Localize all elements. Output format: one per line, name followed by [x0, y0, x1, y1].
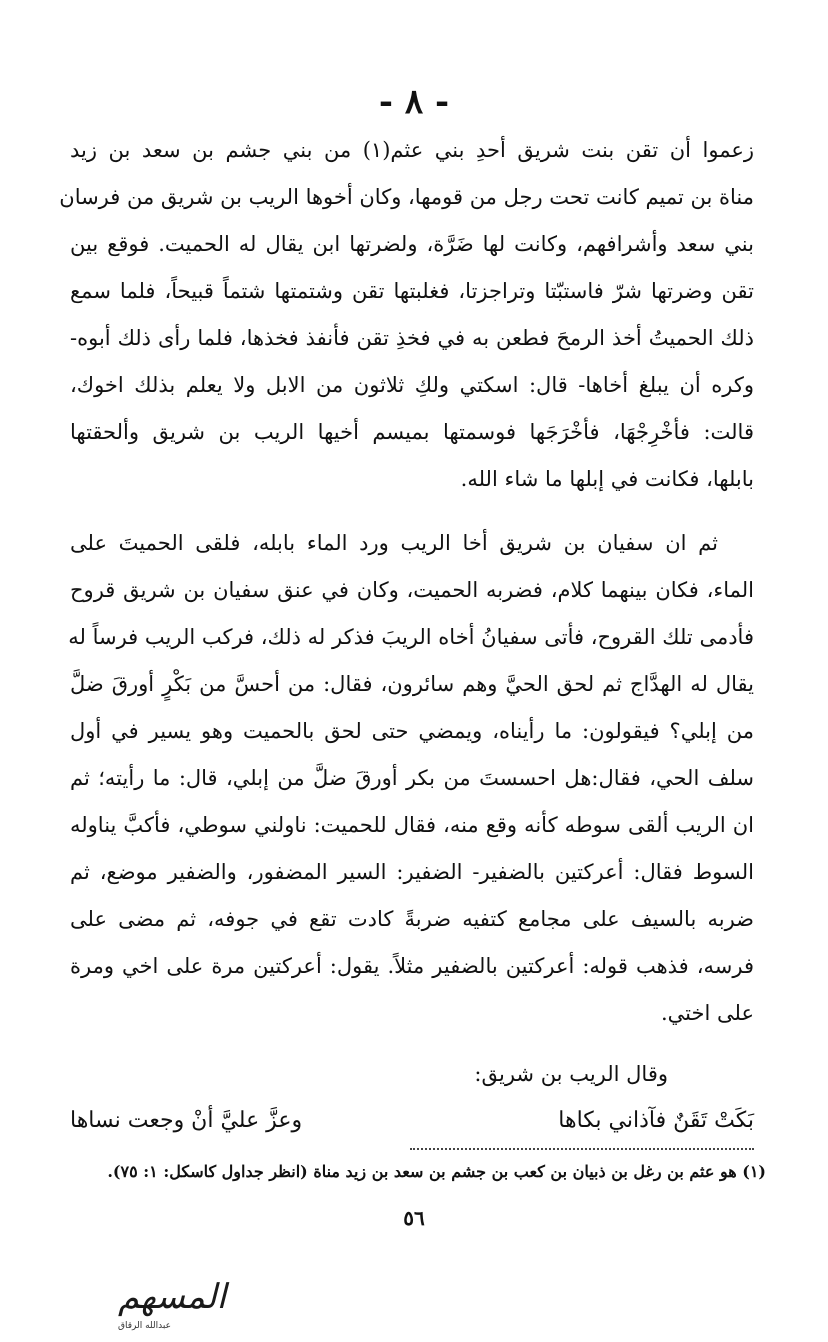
watermark-logo-text: المسهم	[118, 1277, 227, 1317]
verse-second-hemistich: وعزَّ عليَّ أنْ وجعت نساها	[70, 1108, 303, 1133]
verse-intro: وقال الريب بن شريق:	[474, 1062, 668, 1086]
text-line: على اختي.	[661, 1001, 754, 1025]
text-line: زعموا أن تقن بنت شريق أحدِ بني عثم(١) من بني جشم بن سعد بن زيد	[70, 138, 754, 162]
text-line: وكره أن يبلغ أخاها- قال: اسكتي ولكِ ثلاثون من الابل ولا يعلم بذلك اخوك،	[70, 373, 754, 397]
text-line: قالت: فأخْرِجْهَا، فأخْرَجَها فوسمتها بميسم أخيها الريب بن شريق وألحقتها	[70, 420, 754, 444]
watermark-sub-text: عبدالله الرقاق	[118, 1321, 171, 1331]
text-line: يقال له الهدَّاج ثم لحق الحيَّ وهم سائرون، فقال: من أحسَّ من بَكْرٍ أورقَ ضلَّ	[70, 672, 754, 696]
text-line: فأدمى تلك القروح، فأتى سفيانُ أخاه الريبَ فذكر له ذلك، فركب الريب فرساً له	[68, 625, 754, 649]
page-number: ٥٦	[403, 1206, 425, 1230]
verse-first-hemistich: بَكَتْ تَقَنٌ فآذاني بكاها	[558, 1108, 754, 1133]
text-line: سلف الحي، فقال:هل احسستَ من بكر أورقَ ضلَّ من إبلي، قال: ما رأيته؛ ثم	[70, 766, 754, 790]
text-line: ذلك الحميتُ أخذ الرمحَ فطعن به في فخذِ تقن فأنفذ فخذها، فلما رأى ذلك أبوه-	[70, 326, 754, 350]
footnote-separator	[410, 1148, 754, 1150]
paragraph-2	[70, 520, 754, 1037]
text-line: السوط فقال: أعركتين بالضفير- الضفير: السير المضفور، والضفير موضع، ثم	[70, 860, 754, 884]
footnote: (١) هو عثم بن رغل بن ذبيان بن كعب بن جشم بن سعد بن زيد مناة (انظر جداول كاسكل: ١: ٧٥).	[107, 1162, 766, 1181]
text-line: ان الريب ألقى سوطه كأنه وقع منه، فقال للحميت: ناولني سوطي، فأكبَّ يناوله	[70, 813, 754, 837]
text-line: تقن وضرتها شرّ فاستبّتا وتراجزتا، فغلبتها تقن وشتمتها شتماً قبيحاً، فلما سمع	[70, 279, 754, 303]
text-line: بني سعد وأشرافهم، وكانت لها ضَرَّة، ولضرتها ابن يقال له الحميت. فوقع بين	[70, 232, 754, 256]
text-line: الماء، فكان بينهما كلام، فضربه الحميت، وكان في عنق سفيان بن شريق قروح	[70, 578, 754, 602]
paragraph-1	[59, 127, 754, 503]
section-number: - ٨ -	[378, 82, 450, 122]
text-line: بابلها، فكانت في إبلها ما شاء الله.	[460, 467, 754, 491]
watermark-logo	[6, 1268, 227, 1334]
text-line: ضربه بالسيف على مجامع كتفيه ضربةً كادت تقع في جوفه، ثم مضى على	[70, 907, 754, 931]
text-line: فرسه، فذهب قوله: أعركتين بالضفير مثلاً. يقول: أعركتين مرة على اخي ومرة	[70, 954, 754, 978]
text-line: مناة بن تميم كانت تحت رجل من قومها، وكان أخوها الريب بن شريق من فرسان	[59, 185, 754, 209]
text-line: ثم ان سفيان بن شريق أخا الريب ورد الماء بابله، فلقى الحميتَ على	[70, 531, 718, 555]
text-line: من إبلي؟ فيقولون: ما رأيناه، ويمضي حتى لحق بالحميت وهو يسير في أول	[70, 719, 754, 743]
